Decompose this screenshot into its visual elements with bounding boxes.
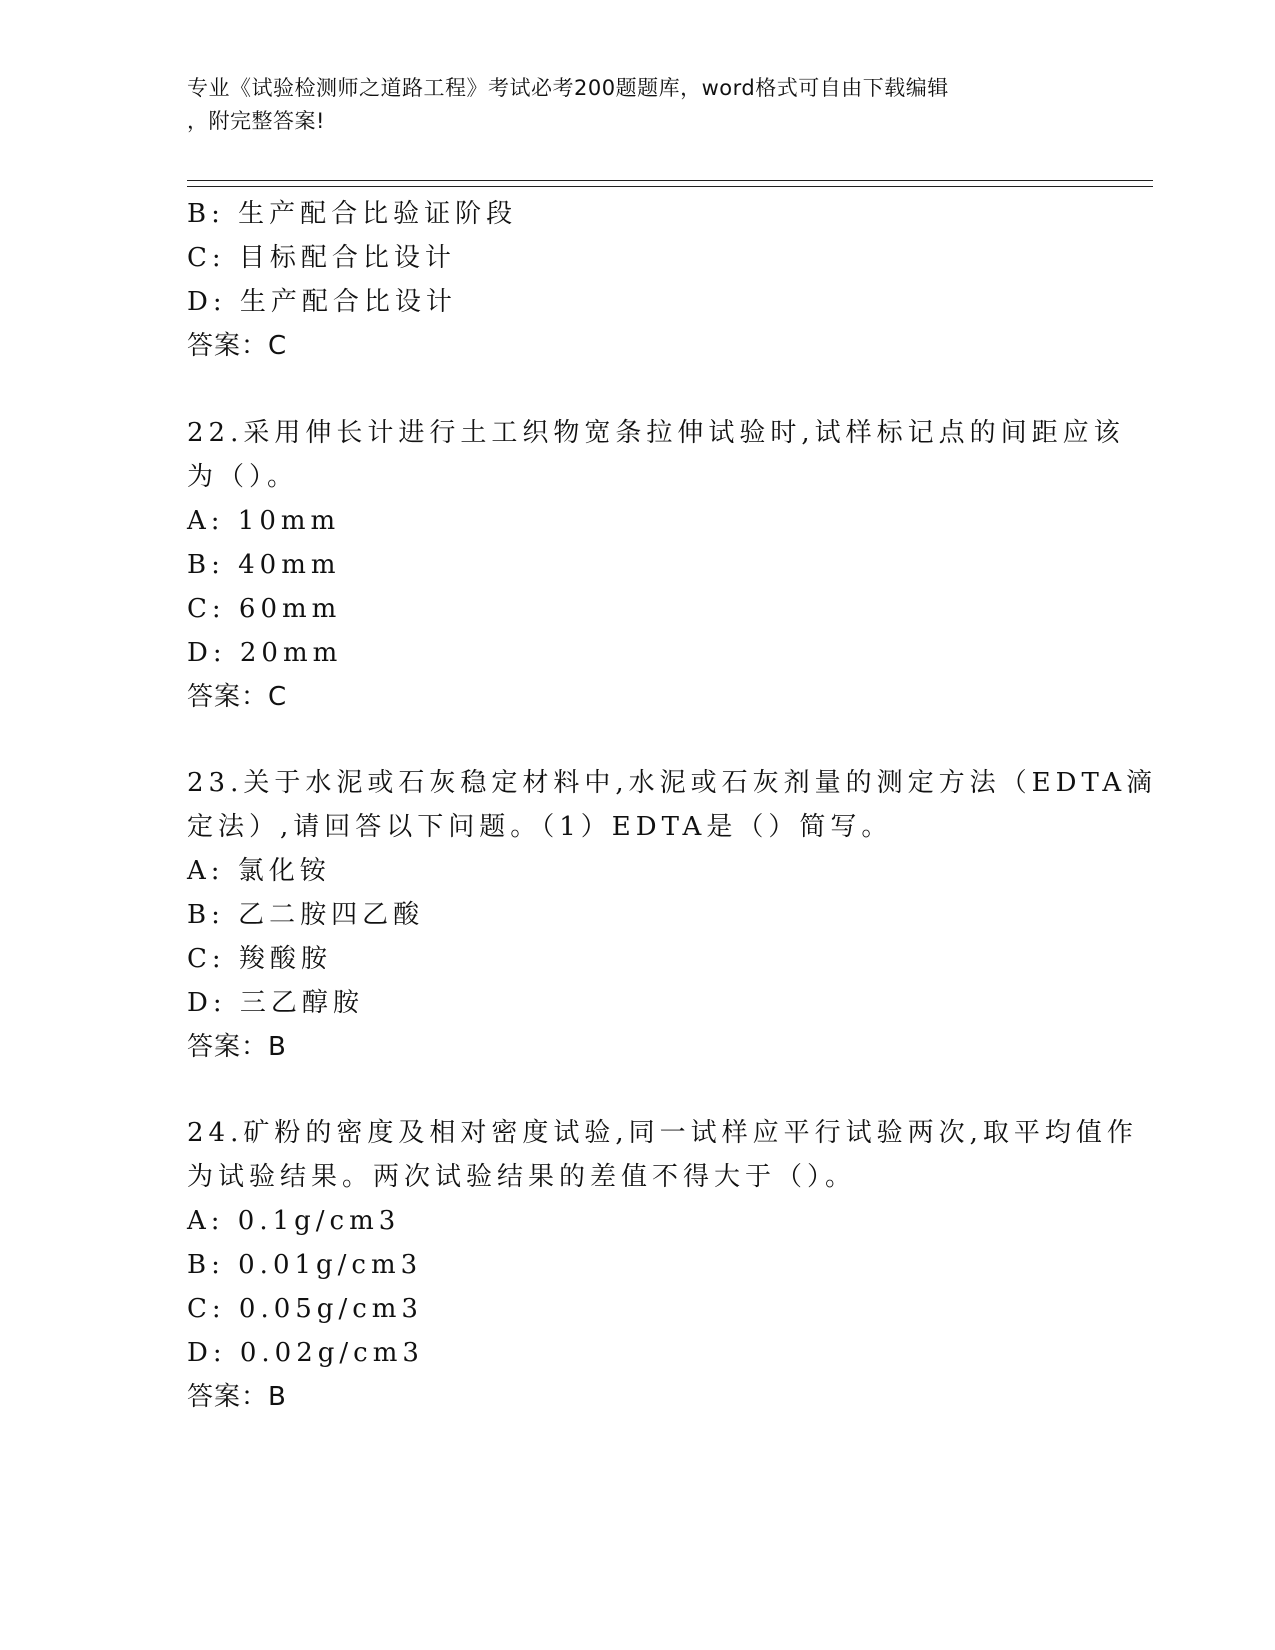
header-divider-top	[187, 180, 1153, 181]
option-a: A: 氯化铵	[187, 856, 331, 886]
option-d: D: 三乙醇胺	[187, 988, 364, 1018]
question-stem: 为（）。	[187, 462, 299, 492]
option-b: B: 0.01g/cm3	[187, 1250, 423, 1280]
question-stem: 为试验结果。两次试验结果的差值不得大于（）。	[187, 1162, 857, 1192]
option-c: C: 60mm	[187, 594, 342, 624]
option-a: A: 10mm	[187, 506, 341, 536]
question-stem: 定法）,请回答以下问题。（1）EDTA是（）简写。	[187, 812, 893, 842]
answer-text: 答案：B	[187, 1032, 287, 1062]
option-c: C: 0.05g/cm3	[187, 1294, 423, 1324]
answer-text: 答案：C	[187, 682, 288, 712]
header-line-1: 专业《试验检测师之道路工程》考试必考200题题库，word格式可自由下载编辑	[187, 76, 949, 100]
option-d: D: 20mm	[187, 638, 343, 668]
option-d: D: 0.02g/cm3	[187, 1338, 424, 1368]
question-stem: 23.关于水泥或石灰稳定材料中,水泥或石灰剂量的测定方法（EDTA滴	[187, 768, 1158, 798]
option-a: A: 0.1g/cm3	[187, 1206, 401, 1236]
option-b: B: 生产配合比验证阶段	[187, 199, 518, 229]
answer-text: 答案：B	[187, 1382, 287, 1412]
header-line-2: ，附完整答案!	[187, 109, 325, 133]
option-b: B: 乙二胺四乙酸	[187, 900, 425, 930]
header-divider-bottom	[187, 186, 1153, 187]
option-b: B: 40mm	[187, 550, 341, 580]
option-d: D: 生产配合比设计	[187, 287, 457, 317]
option-c: C: 目标配合比设计	[187, 243, 456, 273]
document-header	[187, 72, 1067, 138]
option-c: C: 羧酸胺	[187, 944, 332, 974]
answer-text: 答案：C	[187, 331, 288, 361]
question-stem: 22.采用伸长计进行土工织物宽条拉伸试验时,试样标记点的间距应该	[187, 418, 1125, 448]
question-stem: 24.矿粉的密度及相对密度试验,同一试样应平行试验两次,取平均值作	[187, 1118, 1138, 1148]
